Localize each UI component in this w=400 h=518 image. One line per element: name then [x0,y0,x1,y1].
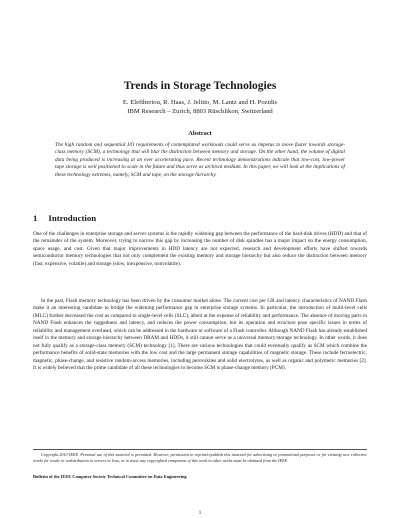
abstract-text: The high random and sequential I/O requirements of contemplated workloads could serve as impetus to move faster towards storage-class memory (SCM), a technology that will blur the distinction between memory and storage. On the other hand, the volume of digital data being produced is increasing at an ever accelerating pace. Recent technology demonstrations indicate that low-cost, low-power tape storage is well positioned to scale in the future and thus serve as archival medium. In this paper, we will look at the implications of these technology extremes, namely, SCM and tape, on the storage hierarchy. [55,142,345,178]
section-heading [33,213,96,223]
footnote-divider [33,449,367,450]
copyright-footnote [33,452,367,463]
copyright-text: Copyright 2010 IEEE. Personal use of this material is permitted. However, permission to reprint/republish this material for advertising or promotional purposes or for creating new collective works for resale or redistribution to servers or lists, or to reuse any copyrighted component of this work in other works must be obtained from the IEEE. [33,452,367,463]
section-title: Introduction [48,213,97,223]
paper-title: Trends in Storage Technologies [123,80,277,92]
body-paragraph: One of the challenges in enterprise storage and server systems is the rapidly widening gap between the performance of the hard-disk drives (HDD) and that of the remainder of the system. Moreover, trying to narrow this gap by increasing the number of disk spindles has a major impact on the energy consumption, space usage, and cost. Given that major improvements in HDD latency are not expected, research and development efforts have shifted towards semiconductor memory technologies that not only complement the existing memory and storage hierarchy but also reduce the distinction between memory (fast, expensive, volatile) and storage (slow, inexpensive, nonvolatile). [33,231,367,267]
author-list: E. Eleftheriou, R. Haas, J. Jelitto, M. Lantz and H. Pozidis [122,99,278,106]
page-number: 1 [198,510,202,516]
affiliation: IBM Research – Zurich, 8803 Rüschlikon, Switzerland [127,108,273,115]
bulletin-line: Bulletin of the IEEE Computer Society Technical Committee on Data Engineering [33,474,187,479]
section-number: 1 [33,213,38,223]
body-paragraph: In the past, Flash memory technology has been driven by the consumer market alone. The current cost per GB and latency characteristics of NAND Flash make it an interesting candidate to bridge the widening performance gap in enterprise storage systems. In particular, the introduction of multi-level cells (MLC) further decreased the cost as compared to single-level cells (SLC), albeit at the expense of reliability and performance. The absence of moving parts in NAND Flash enhances the ruggedness and latency, and reduces the power consumption, but its operation and structure pose specific issues in terms of reliability and management overhead, which can be addressed in the hardware or software of a Flash controller. Although NAND Flash has already established itself in the memory and storage hierarchy between DRAM and HDDs, it still cannot serve as a universal memory/storage technology. In other words, it does not fully qualify as a storage-class memory (SCM) technology [1]. There are various technologies that could eventually qualify as SCM which combine the performance benefits of solid-state memories with the low cost and the large permanent storage capabilities of magnetic storage. These include ferroelectric, magnetic, phase-change, and resistive random-access memories, including perovskites and solid electrolytes, as well as organic and polymeric memories [2]. It is widely believed that the prime candidate of all these technologies to become SCM is phase-change memory (PCM). [33,298,367,372]
abstract-heading: Abstract [188,130,212,137]
